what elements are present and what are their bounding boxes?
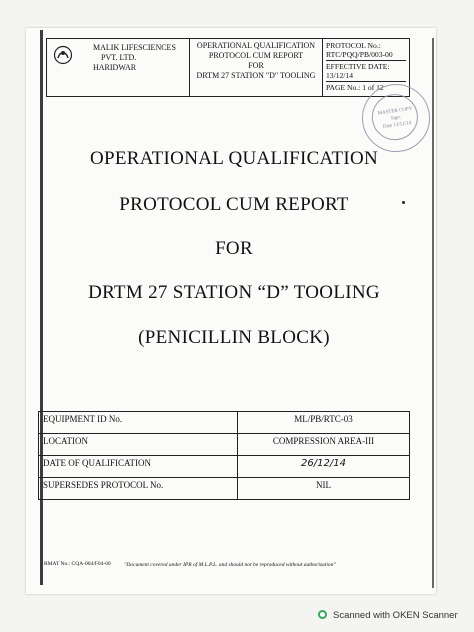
qualification-date-value: 26/12/14 — [238, 456, 410, 478]
company-name — [93, 43, 176, 73]
location-label: LOCATION — [39, 434, 238, 456]
protocol-number — [326, 41, 406, 61]
table-row — [39, 412, 410, 434]
supersedes-protocol-label: SUPERSEDES PROTOCOL No. — [39, 478, 238, 500]
document-footer — [44, 561, 424, 571]
main-title-line2: PROTOCOL CUM REPORT — [119, 194, 349, 215]
table-row — [39, 478, 410, 500]
protocol-number-label: PROTOCOL No.: — [326, 41, 381, 50]
company-name-line1: MALIK LIFESCIENCES — [93, 43, 176, 52]
ipr-note: "Document covered under IPR of M.L.P.L. and should not be reproduced without authorization" — [124, 562, 336, 568]
table-row — [39, 456, 410, 478]
stamp-text-line3: Date 13/12/14 — [382, 120, 412, 130]
main-title-line3: FOR — [215, 238, 253, 259]
company-logo-icon — [53, 45, 73, 65]
equipment-info-table — [38, 411, 410, 500]
header-title-line1: OPERATIONAL QUALIFICATION — [196, 41, 316, 50]
company-name-line2: PVT. LTD. — [101, 53, 137, 62]
header-title-line2: PROTOCOL CUM REPORT — [208, 51, 304, 60]
page-number: PAGE No.: 1 of 12 — [326, 83, 384, 92]
scanner-logo-icon — [318, 610, 327, 619]
header-title-line4: DRTM 27 STATION "D" TOOLING — [196, 71, 316, 80]
right-page-edge — [432, 38, 434, 588]
scanner-text: Scanned with OKEN Scanner — [333, 610, 458, 621]
effective-date — [326, 62, 406, 82]
main-title-line4: DRTM 27 STATION “D” TOOLING — [88, 282, 380, 303]
scanner-watermark — [318, 610, 458, 621]
speck — [402, 201, 405, 204]
main-title-line1: OPERATIONAL QUALIFICATION — [89, 148, 379, 169]
equipment-id-value: ML/PB/RTC-03 — [238, 412, 410, 434]
stamp-text-line2: Sign. — [390, 115, 402, 122]
company-cell — [47, 39, 190, 97]
table-row — [39, 434, 410, 456]
left-page-edge — [40, 30, 43, 585]
protocol-number-value: RTC/PQQ/PB/003-00 — [326, 50, 393, 59]
effective-date-label: EFFECTIVE DATE: — [326, 62, 390, 71]
qualification-date-label: DATE OF QUALIFICATION — [39, 456, 238, 478]
effective-date-value: 13/12/14 — [326, 71, 354, 80]
document-header — [46, 38, 410, 97]
supersedes-protocol-value: NIL — [238, 478, 410, 500]
equipment-id-label: EQUIPMENT ID No. — [39, 412, 238, 434]
stamp-text-line1: MASTER COPY — [377, 106, 413, 117]
company-city: HARIDWAR — [93, 63, 137, 72]
format-number: RMAT No.: CQA-004/F04-00 — [44, 561, 111, 567]
location-value: COMPRESSION AREA-III — [238, 434, 410, 456]
header-title-cell — [190, 39, 323, 97]
header-title-line3: FOR — [248, 61, 264, 70]
main-title-line5: (PENICILLIN BLOCK) — [138, 327, 330, 348]
